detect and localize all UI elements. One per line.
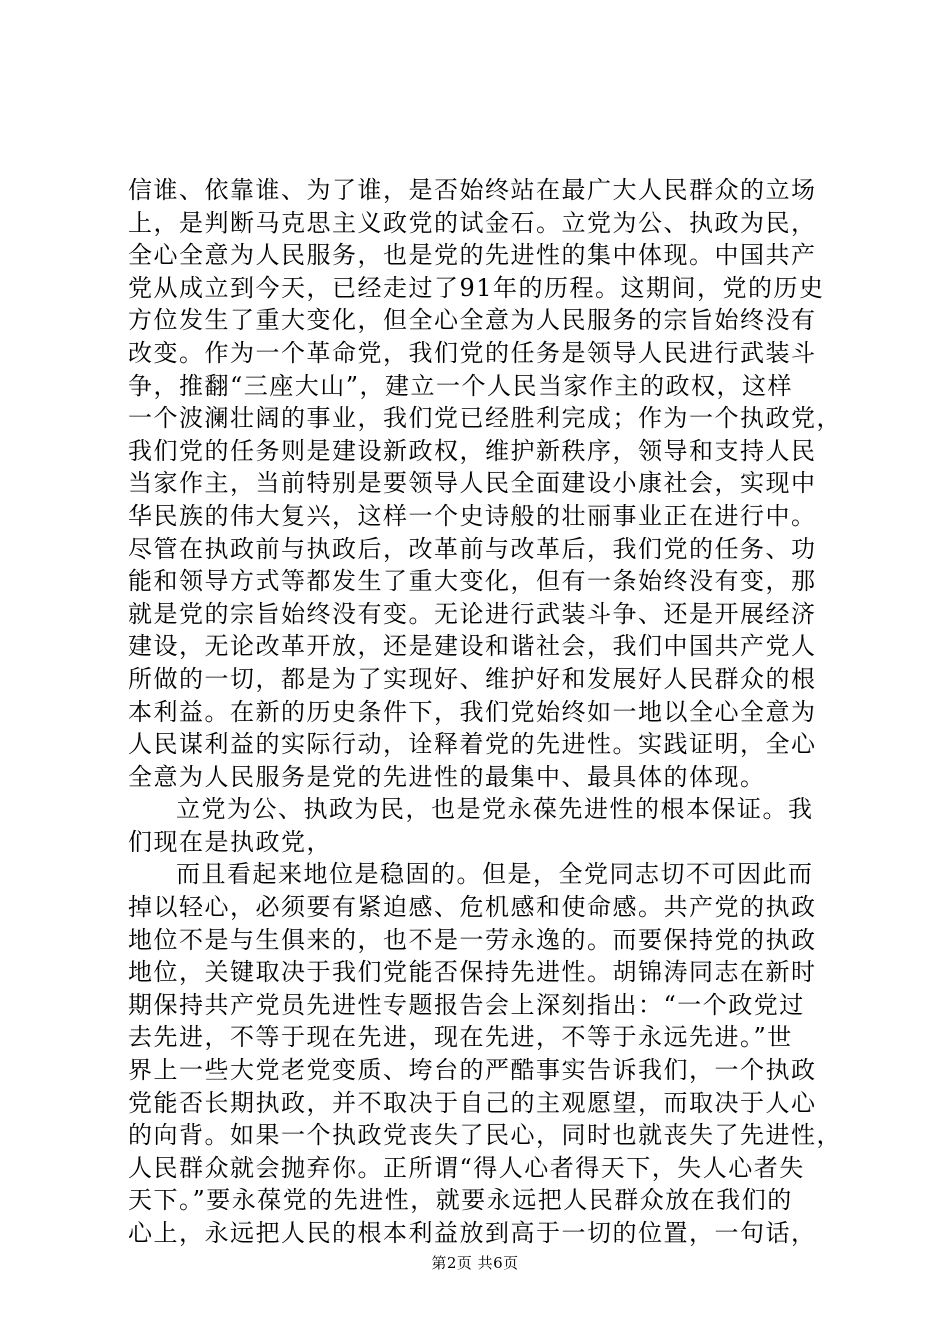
text-line: 全意为人民服务是党的先进性的最集中、最具体的体现。	[128, 762, 766, 791]
text-line: 界上一些大党老党变质、垮台的严酷事实告诉我们，一个执政	[128, 1056, 817, 1085]
text-line: 人民谋利益的实际行动，诠释着党的先进性。实践证明，全心	[128, 730, 817, 759]
text-line: 们现在是执政党，	[128, 827, 332, 856]
text-line: 一个波澜壮阔的事业，我们党已经胜利完成；作为一个执政党，	[128, 404, 842, 433]
text-line: 信谁、依靠谁、为了谁，是否始终站在最广大人民群众的立场	[128, 176, 817, 204]
text-line: 华民族的伟大复兴，这样一个史诗般的壮丽事业正在进行中。	[128, 501, 817, 530]
paragraph-first-line: 而且看起来地位是稳固的。但是，全党同志切不可因此而	[176, 860, 814, 889]
text-line: 天下。”要永葆党的先进性，就要永远把人民群众放在我们的	[128, 1186, 793, 1215]
text-line: 的向背。如果一个执政党丧失了民心，同时也就丧失了先进性，	[128, 1121, 842, 1150]
text-line: 当家作主，当前特别是要领导人民全面建设小康社会，实现中	[128, 469, 817, 498]
text-line: 建设，无论改革开放，还是建设和谐社会，我们中国共产党人	[128, 632, 817, 661]
text-line: 人民群众就会抛弃你。正所谓“得人心者得天下，失人心者失	[128, 1153, 805, 1182]
text-line: 期保持共产党员先进性专题报告会上深刻指出：“一个政党过	[128, 990, 805, 1019]
text-line: 党从成立到今天，已经走过了91年的历程。这期间，党的历史	[128, 273, 825, 302]
text-line: 本利益。在新的历史条件下，我们党始终如一地以全心全意为	[128, 697, 817, 726]
text-line: 我们党的任务则是建设新政权，维护新秩序，领导和支持人民	[128, 436, 817, 465]
text-line: 地位，关键取决于我们党能否保持先进性。胡锦涛同志在新时	[128, 958, 817, 987]
text-line: 所做的一切，都是为了实现好、维护好和发展好人民群众的根	[128, 664, 817, 693]
text-line: 争，推翻“三座大山”，建立一个人民当家作主的政权，这样	[128, 371, 794, 400]
text-line: 尽管在执政前与执政后，改革前与改革后，我们党的任务、功	[128, 534, 817, 563]
text-line: 就是党的宗旨始终没有变。无论进行武装斗争、还是开展经济	[128, 599, 817, 628]
text-line: 能和领导方式等都发生了重大变化，但有一条始终没有变，那	[128, 567, 817, 596]
page-number-footer: 第2页 共6页	[431, 1254, 519, 1272]
text-line: 方位发生了重大变化，但全心全意为人民服务的宗旨始终没有	[128, 306, 817, 335]
text-line: 改变。作为一个革命党，我们党的任务是领导人民进行武装斗	[128, 338, 817, 367]
document-body	[128, 174, 848, 1250]
text-line: 掉以轻心，必须要有紧迫感、危机感和使命感。共产党的执政	[128, 893, 817, 922]
text-line: 上，是判断马克思主义政党的试金石。立党为公、执政为民，	[128, 208, 817, 237]
text-line: 地位不是与生俱来的，也不是一劳永逸的。而要保持党的执政	[128, 925, 817, 954]
text-line: 心上，永远把人民的根本利益放到高于一切的位置，一句话，	[128, 1219, 817, 1247]
text-line: 党能否长期执政，并不取决于自己的主观愿望，而取决于人心	[128, 1088, 817, 1117]
text-line: 全心全意为人民服务，也是党的先进性的集中体现。中国共产	[128, 241, 817, 270]
text-line: 去先进，不等于现在先进，现在先进，不等于永远先进。”世	[128, 1023, 793, 1052]
paragraph-first-line: 立党为公、执政为民，也是党永葆先进性的根本保证。我	[176, 795, 814, 824]
